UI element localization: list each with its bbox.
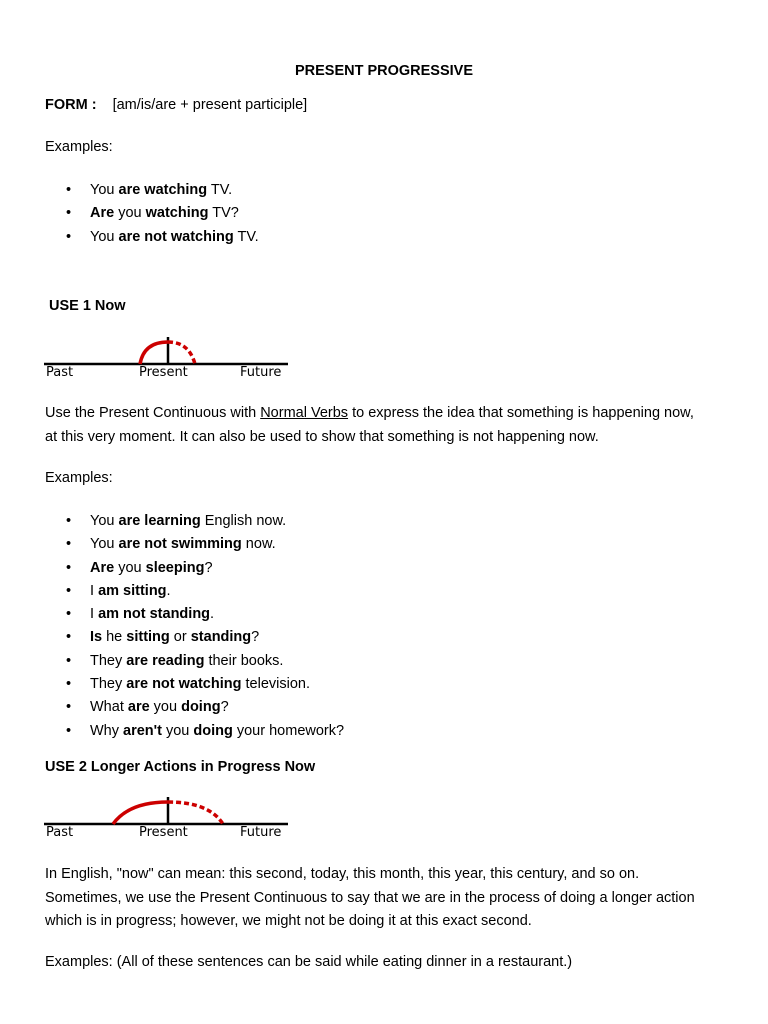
list-item	[45, 604, 344, 627]
timeline-use2	[44, 797, 294, 845]
list-item	[45, 227, 259, 250]
arc-future-dashed	[168, 342, 195, 364]
text-segment: ?	[251, 629, 260, 646]
use2-para-line: which is in progress; however, we might not be doing it at this exact second.	[45, 913, 532, 929]
bold-verb: doing	[181, 699, 221, 716]
text-segment: TV.	[233, 228, 259, 245]
text-segment: You	[90, 182, 119, 198]
timeline-past-label: Past	[46, 365, 74, 380]
text-segment: I	[90, 582, 99, 599]
text-segment: TV.	[207, 182, 233, 198]
bold-verb: Are	[90, 559, 115, 576]
text-segment: he	[102, 629, 127, 646]
text-segment: your homework?	[232, 722, 345, 739]
text-segment: .	[210, 606, 215, 623]
text-segment: you	[114, 205, 146, 222]
timeline-graphic	[44, 337, 294, 367]
use1-para-line2: at this very moment. It can also be used to show that something is not happening now.	[45, 428, 599, 445]
text-segment: you	[149, 699, 182, 716]
list-item	[45, 651, 344, 674]
list-item	[45, 581, 344, 604]
list-item	[45, 558, 344, 581]
use1-examples-label: Examples:	[45, 470, 113, 486]
use1-para-start: Use the Present Continuous with	[45, 405, 261, 421]
text-segment: They	[90, 676, 127, 693]
bold-verb: aren't	[123, 722, 162, 739]
list-item	[45, 534, 344, 557]
list-item	[45, 697, 344, 720]
text-segment: TV?	[208, 205, 239, 222]
list-item	[45, 674, 344, 697]
bold-verb: are not watching	[118, 228, 234, 245]
timeline-present-label-2: Present	[139, 825, 188, 840]
bold-verb: Are	[90, 205, 115, 222]
text-segment: What	[90, 699, 128, 716]
examples-list	[45, 180, 259, 250]
bold-verb: are reading	[126, 652, 205, 669]
bold-verb: sleeping	[145, 559, 205, 576]
form-line	[45, 97, 307, 113]
timeline-graphic-2	[44, 797, 294, 827]
use1-examples-list	[45, 511, 344, 744]
arc-past-solid-2	[113, 802, 168, 824]
use2-para-line: Sometimes, we use the Present Continuous to say that we are in the process of doing a longer action	[45, 889, 695, 906]
bold-verb: watching	[145, 205, 209, 222]
bold-verb: Is	[90, 629, 103, 646]
text-segment: ?	[204, 559, 213, 576]
list-item	[45, 721, 344, 744]
bold-verb: am sitting	[98, 582, 167, 599]
list-item	[45, 180, 259, 203]
use2-heading: USE 2 Longer Actions in Progress Now	[45, 759, 316, 775]
form-value: [am/is/are + present participle]	[112, 97, 308, 113]
examples-label: Examples:	[45, 139, 113, 155]
text-segment: Why	[90, 722, 124, 739]
use2-paragraph	[45, 863, 735, 934]
bold-verb: doing	[193, 722, 233, 739]
text-segment: English now.	[200, 513, 287, 529]
text-segment: you	[114, 559, 146, 576]
timeline-use1	[44, 337, 294, 385]
bold-verb: standing	[190, 629, 252, 646]
use1-paragraph	[45, 402, 735, 449]
bold-verb: are	[127, 699, 150, 716]
use2-examples-label: Examples: (All of these sentences can be said while eating dinner in a restaurant.)	[45, 954, 573, 970]
use1-para-end: to express the idea that something is happening now,	[348, 405, 694, 421]
text-segment: their books.	[204, 652, 284, 669]
arc-future-dashed-2	[168, 802, 223, 824]
bold-verb: am not standing	[98, 606, 211, 623]
text-segment: You	[90, 513, 119, 529]
page-title: PRESENT PROGRESSIVE	[294, 63, 474, 79]
use2-para-line: In English, "now" can mean: this second, today, this month, this year, this century, and so on.	[45, 866, 640, 882]
list-item	[45, 627, 344, 650]
text-segment: you	[161, 722, 194, 739]
text-segment: They	[90, 652, 127, 669]
timeline-present-label: Present	[139, 365, 188, 380]
text-segment: television.	[241, 676, 310, 693]
form-label: FORM :	[45, 97, 97, 113]
bold-verb: are learning	[118, 513, 201, 529]
text-segment: I	[90, 606, 99, 623]
list-item	[45, 203, 259, 226]
text-segment: You	[90, 228, 119, 245]
bold-verb: are not swimming	[118, 536, 242, 553]
text-segment: now.	[241, 536, 276, 553]
timeline-future-label: Future	[240, 365, 282, 380]
bold-verb: are watching	[118, 182, 208, 198]
list-item	[45, 511, 344, 534]
text-segment: You	[90, 536, 119, 553]
normal-verbs-link[interactable]: Normal Verbs	[260, 405, 349, 421]
text-segment: .	[166, 582, 171, 599]
arc-past-solid	[140, 342, 168, 364]
use1-heading: USE 1 Now	[49, 298, 126, 314]
timeline-past-label-2: Past	[46, 825, 74, 840]
bold-verb: are not watching	[126, 676, 242, 693]
text-segment: ?	[220, 699, 229, 716]
timeline-future-label-2: Future	[240, 825, 282, 840]
text-segment: or	[169, 629, 191, 646]
bold-verb: sitting	[126, 629, 170, 646]
